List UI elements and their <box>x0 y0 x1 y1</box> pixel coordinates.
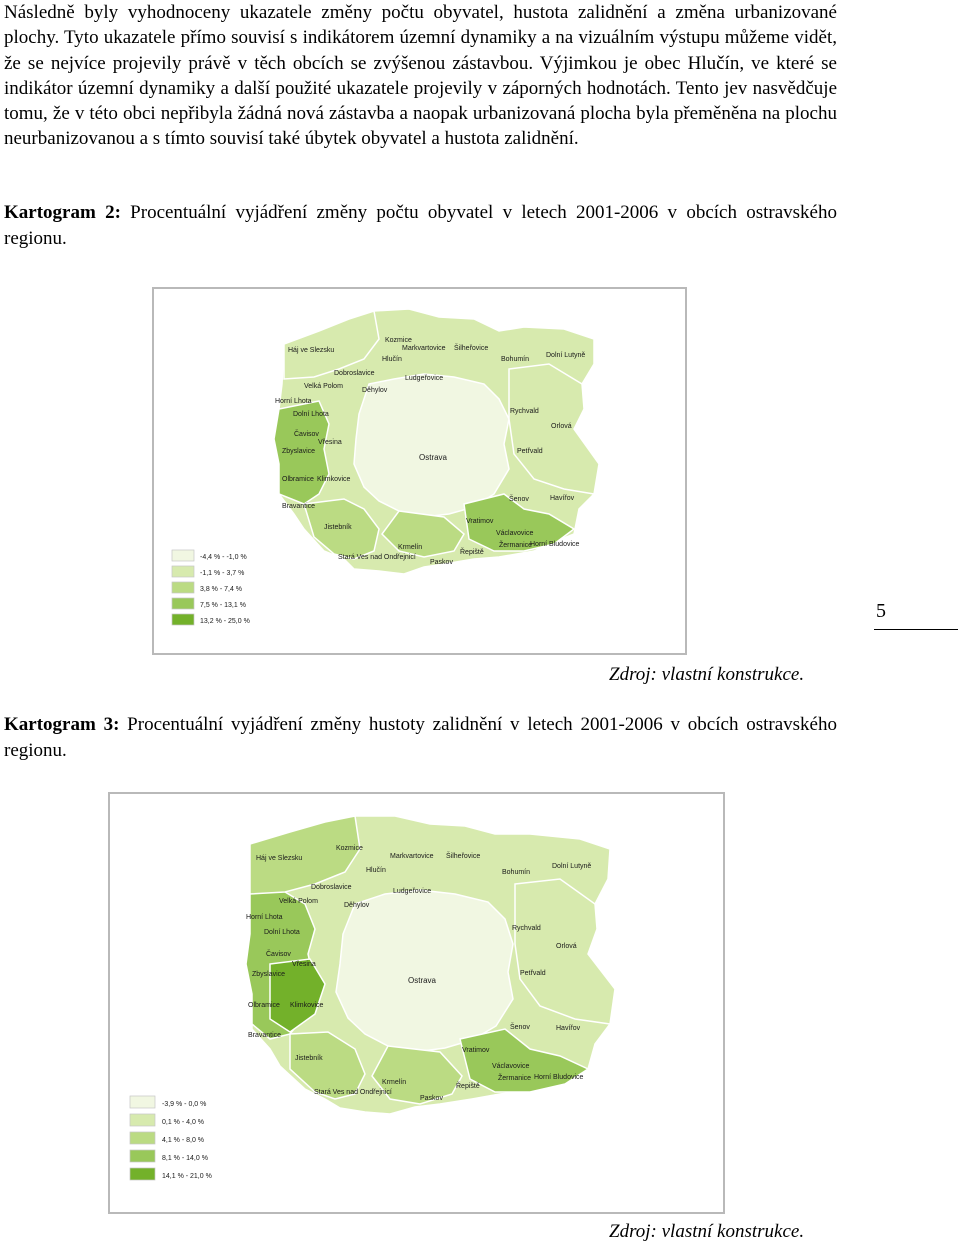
map3-ostrava-area <box>336 890 513 1052</box>
map3-label-markvartovice: Markvartovice <box>390 853 434 860</box>
map2-label-jistebnik: Jistebník <box>324 524 352 531</box>
map2-label-krmelin: Krmelín <box>398 544 423 551</box>
map3-label-havirov: Havířov <box>556 1025 581 1032</box>
map2-label-kozmice: Kozmice <box>385 337 412 344</box>
body-paragraph: Následně byly vyhodnoceny ukazatele změny počtu obyvatel, hustota zalidnění a změna urbanizované plochy. Tyto ukazatele přímo souvisí s indikátorem územní dynamiky a na vizuálním výstupu můžeme vidět, že se nejvíce projevily právě v těch obcích se zvýšenou zástavbou. Výjimkou je obec Hlučín, ve které se indikátor územní dynamiky a další použité ukazatele projevily v záporných hodnotách. Tento jev nasvědčuje tomu, že v této obci nepřibyla žádná nová zástavba a naopak urbanizovaná plocha byla přeměněna na plochu neurbanizovanou a s tímto souvisí také úbytek obyvatel a hustota zalidnění. <box>4 2 837 150</box>
map3-label-olbramice: Olbramice <box>248 1002 280 1009</box>
map3-label-kozmice: Kozmice <box>336 845 363 852</box>
map3-label-ostrava: Ostrava <box>408 976 437 985</box>
map2-label-repiste: Řepiště <box>460 549 484 556</box>
map2-ostrava-area <box>354 374 509 517</box>
map3-label-stara-ves: Stará Ves nad Ondřejnicí <box>314 1089 392 1096</box>
map2-label-havirov: Havířov <box>550 495 575 502</box>
map3-label-hlucin: Hlučín <box>366 867 386 874</box>
map3-label-zermanice: Žermanice <box>498 1075 532 1082</box>
map3-label-vaclavovice: Václavovice <box>492 1063 530 1070</box>
map3-label-petrvald: Petřvald <box>520 970 546 977</box>
map3-label-silherovice: Šilheřovice <box>446 853 481 860</box>
map2-label-orlova: Orlová <box>551 423 572 430</box>
map3-label-senov: Šenov <box>510 1024 530 1031</box>
map2-legend-4: 7,5 % - 13,1 % <box>200 602 246 609</box>
map3-label-dolni-lhota: Dolní Lhota <box>264 929 300 936</box>
map2-label-zermanice: Žermanice <box>499 542 533 549</box>
map3-source: Zdroj: vlastní konstrukce. <box>609 1221 805 1242</box>
map3-label-klimkovice: Klimkovice <box>290 1002 324 1009</box>
map3-label-vratimov: Vratimov <box>462 1047 490 1054</box>
map2-svg <box>154 289 685 653</box>
map2-label-dehylov: Děhylov <box>362 387 388 394</box>
map2-legend-swatch-5 <box>172 614 194 625</box>
map3-label-jistebnik: Jistebník <box>295 1055 323 1062</box>
map3-legend-swatch-5 <box>130 1168 155 1180</box>
map3-label-velka-polom: Velká Polom <box>279 898 318 905</box>
map3-label-haj: Háj ve Slezsku <box>256 855 303 862</box>
map3-label-orlova: Orlová <box>556 943 577 950</box>
map3-legend-2: 0,1 % - 4,0 % <box>162 1119 205 1126</box>
map3-label-bohumin: Bohumín <box>502 869 531 876</box>
map3-label-repiste: Řepiště <box>456 1083 480 1090</box>
map2-label-dolni-lhota: Dolní Lhota <box>293 411 329 418</box>
map2-label-dolni-lutyne: Dolní Lutyně <box>546 352 586 359</box>
map3-label-ludgerovice: Ludgeřovice <box>393 888 432 895</box>
map3-legend-swatch-4 <box>130 1150 155 1162</box>
map2-label-markvartovice: Markvartovice <box>402 345 446 352</box>
map3-frame <box>108 792 725 1214</box>
map2-frame <box>152 287 687 655</box>
map2-label-stara-ves: Stará Ves nad Ondřejnicí <box>338 554 416 561</box>
map2-label-ostrava: Ostrava <box>419 453 448 462</box>
map3-legend-1: -3,9 % - 0,0 % <box>162 1101 207 1108</box>
map3-label-dolni-lutyne: Dolní Lutyně <box>552 863 592 870</box>
map2-label-dobroslavice: Dobroslavice <box>334 370 375 377</box>
map2-legend-3: 3,8 % - 7,4 % <box>200 586 243 593</box>
map3-label-dobroslavice: Dobroslavice <box>311 884 352 891</box>
map3-svg <box>110 794 723 1212</box>
map2-source: Zdroj: vlastní konstrukce. <box>609 664 805 685</box>
map2-legend-2: -1,1 % - 3,7 % <box>200 570 245 577</box>
map3-caption <box>4 712 837 763</box>
map3-label-bravantice: Bravantice <box>248 1032 282 1039</box>
map3-label-vresina: Vřesina <box>292 961 316 968</box>
map2-label-olbramice: Olbramice <box>282 476 314 483</box>
map2-caption-label: Kartogram 2: <box>4 202 121 223</box>
map3-label-krmelin: Krmelín <box>382 1079 407 1086</box>
map2-label-bravantice: Bravantice <box>282 503 316 510</box>
map2-label-horni-lhota: Horní Lhota <box>275 398 312 405</box>
map2-label-paskov: Paskov <box>430 559 453 566</box>
map2-label-rychvald: Rychvald <box>510 408 539 415</box>
map3-caption-label: Kartogram 3: <box>4 714 120 735</box>
map3-label-zbyslavice: Zbyslavice <box>252 971 286 978</box>
map3-label-dehylov: Děhylov <box>344 902 370 909</box>
map2-legend-swatch-2 <box>172 566 194 577</box>
map2-legend-1: -4,4 % - -1,0 % <box>200 554 247 561</box>
map2-label-silherovice: Šilheřovice <box>454 345 489 352</box>
map2-legend-swatch-1 <box>172 550 194 561</box>
map2-legend-swatch-4 <box>172 598 194 609</box>
page-number: 5 <box>876 600 886 622</box>
map2-caption-text: Procentuální vyjádření změny počtu obyvatel v letech 2001-2006 v obcích ostravského regionu. <box>4 202 837 249</box>
map2-label-horni-bludovice: Horní Bludovice <box>530 541 580 548</box>
map3-label-rychvald: Rychvald <box>512 925 541 932</box>
map2-label-ludgerovice: Ludgeřovice <box>405 375 444 382</box>
map3-label-horni-lhota: Horní Lhota <box>246 914 283 921</box>
map2-label-haj: Háj ve Slezsku <box>288 347 335 354</box>
map2-label-vresina: Vřesina <box>318 439 342 446</box>
map3-legend-swatch-1 <box>130 1096 155 1108</box>
map2-label-vaclavovice: Václavovice <box>496 530 534 537</box>
map3-legend-swatch-3 <box>130 1132 155 1144</box>
map3-label-paskov: Paskov <box>420 1095 443 1102</box>
map2-label-hlucin: Hlučín <box>382 356 402 363</box>
map3-legend-swatch-2 <box>130 1114 155 1126</box>
map2-legend-5: 13,2 % - 25,0 % <box>200 618 250 625</box>
map2-label-petrvald: Petřvald <box>517 448 543 455</box>
map3-caption-text: Procentuální vyjádření změny hustoty zalidnění v letech 2001-2006 v obcích ostravského regionu. <box>4 714 837 761</box>
map3-label-horni-bludovice: Horní Bludovice <box>534 1074 584 1081</box>
page-number-rule <box>874 629 958 630</box>
map3-label-cavisov: Čavisov <box>266 951 291 958</box>
map2-label-zbyslavice: Zbyslavice <box>282 448 316 455</box>
map2-label-bohumin: Bohumín <box>501 356 530 363</box>
map2-label-senov: Šenov <box>509 496 529 503</box>
map2-label-velka-polom: Velká Polom <box>304 383 343 390</box>
map3-legend-5: 14,1 % - 21,0 % <box>162 1173 212 1180</box>
map2-legend <box>172 550 250 625</box>
map2-caption <box>4 200 837 251</box>
map3-legend-3: 4,1 % - 8,0 % <box>162 1137 205 1144</box>
map2-label-vratimov: Vratimov <box>466 518 494 525</box>
map3-legend-4: 8,1 % - 14,0 % <box>162 1155 208 1162</box>
map3-legend <box>130 1096 212 1180</box>
map2-label-klimkovice: Klimkovice <box>317 476 351 483</box>
map2-label-cavisov: Čavisov <box>294 431 319 438</box>
map2-legend-swatch-3 <box>172 582 194 593</box>
